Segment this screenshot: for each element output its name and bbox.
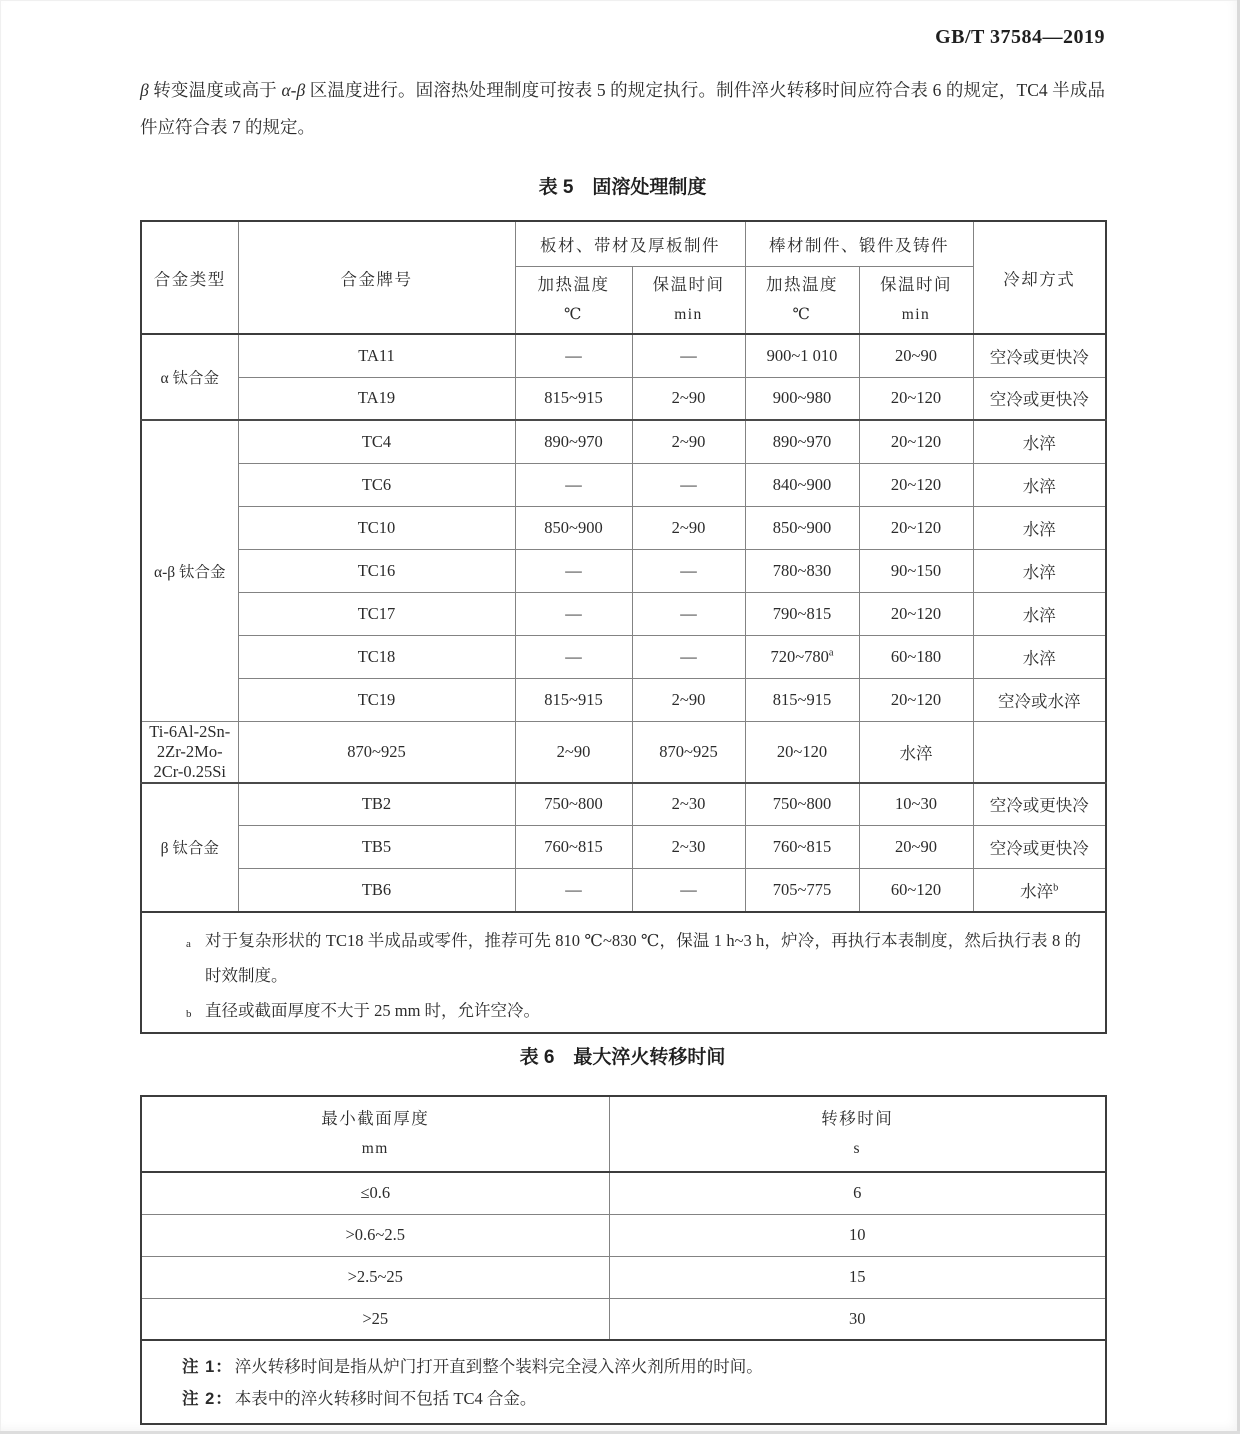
cooling-cell: 水淬 bbox=[973, 420, 1106, 463]
sheet-heat-temp-cell: — bbox=[515, 334, 632, 377]
greek-alpha-beta: α-β bbox=[281, 80, 306, 100]
sheet-heat-temp-cell: — bbox=[515, 635, 632, 678]
grade-cell: TC4 bbox=[238, 420, 515, 463]
sheet-hold-time-cell: 2~90 bbox=[632, 420, 745, 463]
transfer-time-cell: 30 bbox=[609, 1298, 1106, 1340]
bar-hold-time-cell: 20~90 bbox=[859, 334, 973, 377]
bar-hold-time-cell: 20~120 bbox=[859, 420, 973, 463]
grade-cell: TA11 bbox=[238, 334, 515, 377]
table-row bbox=[141, 549, 1106, 592]
header-min-thickness: 最小截面厚度 mm bbox=[141, 1096, 609, 1172]
sheet-heat-temp-cell: 815~915 bbox=[515, 377, 632, 420]
sheet-hold-time-cell: 2~30 bbox=[632, 826, 745, 869]
bar-heat-temp-cell: 720~780$^a$ bbox=[745, 635, 859, 678]
header-sheet-heat-temp: 加热温度 ℃ bbox=[515, 266, 632, 334]
footnote-a-marker: a bbox=[186, 937, 191, 950]
unit-min: min bbox=[674, 305, 703, 323]
bar-hold-time-cell: 20~120 bbox=[859, 463, 973, 506]
bar-heat-temp-cell: 900~980 bbox=[745, 377, 859, 420]
sheet-hold-time-cell: 2~90 bbox=[632, 377, 745, 420]
table-row bbox=[141, 1214, 1106, 1256]
sheet-heat-temp-cell: — bbox=[515, 549, 632, 592]
intro-paragraph: β 转变温度或高于 α-β 区温度进行。固溶热处理制度可按表 5 的规定执行。制件淬火转移时间应符合表 6 的规定，TC4 半成品件应符合表 7 的规定。 bbox=[140, 80, 1106, 137]
unit-mm: mm bbox=[361, 1140, 389, 1157]
sheet-hold-time-cell: — bbox=[632, 592, 745, 635]
transfer-time-cell: 6 bbox=[609, 1172, 1106, 1214]
bar-hold-time-cell: 20~120 bbox=[745, 721, 859, 783]
header-grade: 合金牌号 bbox=[238, 221, 515, 334]
cooling-cell: 水淬 bbox=[859, 721, 973, 783]
sheet-hold-time-cell: 2~30 bbox=[632, 783, 745, 826]
sheet-hold-time-cell: 2~90 bbox=[632, 506, 745, 549]
table-row bbox=[141, 869, 1106, 912]
table-row bbox=[141, 420, 1106, 463]
cooling-cell: 水淬 bbox=[973, 549, 1106, 592]
thickness-cell: >25 bbox=[141, 1298, 609, 1340]
transfer-time-cell: 15 bbox=[609, 1256, 1106, 1298]
table6-quench-transfer-time bbox=[140, 1095, 1107, 1425]
standard-code: GB/T 37584—2019 bbox=[935, 26, 1105, 48]
table-row bbox=[141, 1298, 1106, 1340]
unit-celsius: ℃ bbox=[564, 305, 583, 323]
sheet-heat-temp-cell: 815~915 bbox=[515, 678, 632, 721]
table-row bbox=[141, 334, 1106, 377]
table5-footnote-row bbox=[141, 912, 1106, 1033]
bar-heat-temp-cell: 840~900 bbox=[745, 463, 859, 506]
footnote-marker-b: b bbox=[1053, 882, 1059, 894]
header-alloy-type: 合金类型 bbox=[141, 221, 238, 334]
grade-cell: TC16 bbox=[238, 549, 515, 592]
sheet-hold-time-cell: 2~90 bbox=[632, 678, 745, 721]
note-1: 注 1： 淬火转移时间是指从炉门打开直到整个装料完全浸入淬火剂所用的时间。 bbox=[182, 1357, 763, 1376]
alloy-type-group-cell: α 钛合金 bbox=[141, 334, 238, 420]
table-row bbox=[141, 721, 1106, 783]
cooling-cell: 水淬 bbox=[973, 592, 1106, 635]
table5-title: 表 5 固溶处理制度 bbox=[538, 177, 707, 198]
sheet-heat-temp-cell: 890~970 bbox=[515, 420, 632, 463]
unit-s: s bbox=[853, 1140, 862, 1157]
footnote-b: b 直径或截面厚度不大于 25 mm 时，允许空冷。 bbox=[186, 993, 1081, 1032]
footnote-a: a 对于复杂形状的 TC18 半成品或零件，推荐可先 810 ℃~830 ℃，保温 1 h~3 h，炉冷，再执行本表制度，然后执行表 8 的时效制度。 bbox=[186, 923, 1081, 993]
alloy-type-group-cell: β 钛合金 bbox=[141, 783, 238, 912]
cooling-cell: 水淬 bbox=[973, 463, 1106, 506]
header-sheet-group: 板材、带材及厚板制件 bbox=[515, 221, 745, 266]
bar-heat-temp-cell: 750~800 bbox=[745, 783, 859, 826]
bar-hold-time-cell: 20~120 bbox=[859, 678, 973, 721]
table-row bbox=[141, 635, 1106, 678]
sheet-hold-time-cell: — bbox=[632, 334, 745, 377]
bar-heat-temp-cell: 760~815 bbox=[745, 826, 859, 869]
table-row bbox=[141, 826, 1106, 869]
header-cooling: 冷却方式 bbox=[973, 221, 1106, 334]
grade-cell: TC18 bbox=[238, 635, 515, 678]
bar-hold-time-cell: 60~180 bbox=[859, 635, 973, 678]
header-transfer-time: 转移时间 s bbox=[609, 1096, 1106, 1172]
sheet-hold-time-cell: — bbox=[632, 869, 745, 912]
table-row bbox=[141, 783, 1106, 826]
bar-heat-temp-cell: 850~900 bbox=[745, 506, 859, 549]
greek-beta: β bbox=[140, 80, 149, 100]
cooling-cell: 空冷或更快冷 bbox=[973, 377, 1106, 420]
grade-cell: TC6 bbox=[238, 463, 515, 506]
grade-cell: TA19 bbox=[238, 377, 515, 420]
note-2: 注 2： 本表中的淬火转移时间不包括 TC4 合金。 bbox=[182, 1389, 537, 1408]
footnote-marker-a: a bbox=[828, 647, 834, 658]
header-sheet-hold-time: 保温时间 min bbox=[632, 266, 745, 334]
table5-footnotes bbox=[141, 912, 1106, 1033]
sheet-heat-temp-cell: 760~815 bbox=[515, 826, 632, 869]
bar-hold-time-cell: 10~30 bbox=[859, 783, 973, 826]
grade-cell: TB2 bbox=[238, 783, 515, 826]
table6-title: 表 6 最大淬火转移时间 bbox=[519, 1047, 726, 1068]
header-bar-heat-temp: 加热温度 ℃ bbox=[745, 266, 859, 334]
bar-hold-time-cell: 60~120 bbox=[859, 869, 973, 912]
header-bar-group: 棒材制件、锻件及铸件 bbox=[745, 221, 973, 266]
table-row bbox=[141, 506, 1106, 549]
unit-min: min bbox=[901, 305, 931, 323]
bar-hold-time-cell: 20~120 bbox=[859, 592, 973, 635]
cooling-cell: 空冷或更快冷 bbox=[973, 826, 1106, 869]
table-row bbox=[141, 463, 1106, 506]
bar-hold-time-cell: 20~120 bbox=[859, 506, 973, 549]
header-bar-hold-time: 保温时间 min bbox=[859, 266, 973, 334]
table-row bbox=[141, 678, 1106, 721]
footnote-b-marker: b bbox=[186, 1007, 192, 1020]
alloy-type-group-cell: α-β 钛合金 bbox=[141, 420, 238, 721]
sheet-hold-time-cell: 2~90 bbox=[515, 721, 632, 783]
sheet-heat-temp-cell: — bbox=[515, 463, 632, 506]
table6-header-row bbox=[141, 1096, 1106, 1172]
thickness-cell: >2.5~25 bbox=[141, 1256, 609, 1298]
sheet-heat-temp-cell: 870~925 bbox=[238, 721, 515, 783]
bar-heat-temp-cell: 790~815 bbox=[745, 592, 859, 635]
table-row bbox=[141, 377, 1106, 420]
sheet-hold-time-cell: — bbox=[632, 635, 745, 678]
table5-header-row-1 bbox=[141, 221, 1106, 266]
grade-cell: TC17 bbox=[238, 592, 515, 635]
sheet-heat-temp-cell: 850~900 bbox=[515, 506, 632, 549]
bar-heat-temp-cell: 705~775 bbox=[745, 869, 859, 912]
table-row bbox=[141, 592, 1106, 635]
sheet-heat-temp-cell: — bbox=[515, 592, 632, 635]
grade-cell: TB5 bbox=[238, 826, 515, 869]
bar-heat-temp-cell: 900~1 010 bbox=[745, 334, 859, 377]
grade-cell: TB6 bbox=[238, 869, 515, 912]
unit-celsius: ℃ bbox=[792, 305, 812, 323]
grade-cell: Ti-6Al-2Sn-2Zr-2Mo-2Cr-0.25Si bbox=[141, 721, 238, 783]
table6-notes-row bbox=[141, 1340, 1106, 1424]
cooling-cell: 空冷或更快冷 bbox=[973, 783, 1106, 826]
bar-heat-temp-cell: 780~830 bbox=[745, 549, 859, 592]
bar-hold-time-cell: 20~90 bbox=[859, 826, 973, 869]
transfer-time-cell: 10 bbox=[609, 1214, 1106, 1256]
grade-cell: TC19 bbox=[238, 678, 515, 721]
bar-hold-time-cell: 20~120 bbox=[859, 377, 973, 420]
table-row bbox=[141, 1256, 1106, 1298]
bar-heat-temp-cell: 870~925 bbox=[632, 721, 745, 783]
sheet-heat-temp-cell: — bbox=[515, 869, 632, 912]
bar-heat-temp-cell: 890~970 bbox=[745, 420, 859, 463]
table6-notes bbox=[141, 1340, 1106, 1424]
grade-cell: TC10 bbox=[238, 506, 515, 549]
sheet-hold-time-cell: — bbox=[632, 463, 745, 506]
cooling-cell: 水淬 bbox=[973, 635, 1106, 678]
table-row bbox=[141, 1172, 1106, 1214]
thickness-cell: >0.6~2.5 bbox=[141, 1214, 609, 1256]
thickness-cell: ≤0.6 bbox=[141, 1172, 609, 1214]
table5-solution-treatment bbox=[140, 220, 1107, 1034]
bar-hold-time-cell: 90~150 bbox=[859, 549, 973, 592]
sheet-heat-temp-cell: 750~800 bbox=[515, 783, 632, 826]
bar-heat-temp-cell: 815~915 bbox=[745, 678, 859, 721]
cooling-cell: 水淬$^b$ bbox=[973, 869, 1106, 912]
cooling-cell: 空冷或水淬 bbox=[973, 678, 1106, 721]
cooling-cell: 水淬 bbox=[973, 506, 1106, 549]
sheet-hold-time-cell: — bbox=[632, 549, 745, 592]
cooling-cell: 空冷或更快冷 bbox=[973, 334, 1106, 377]
